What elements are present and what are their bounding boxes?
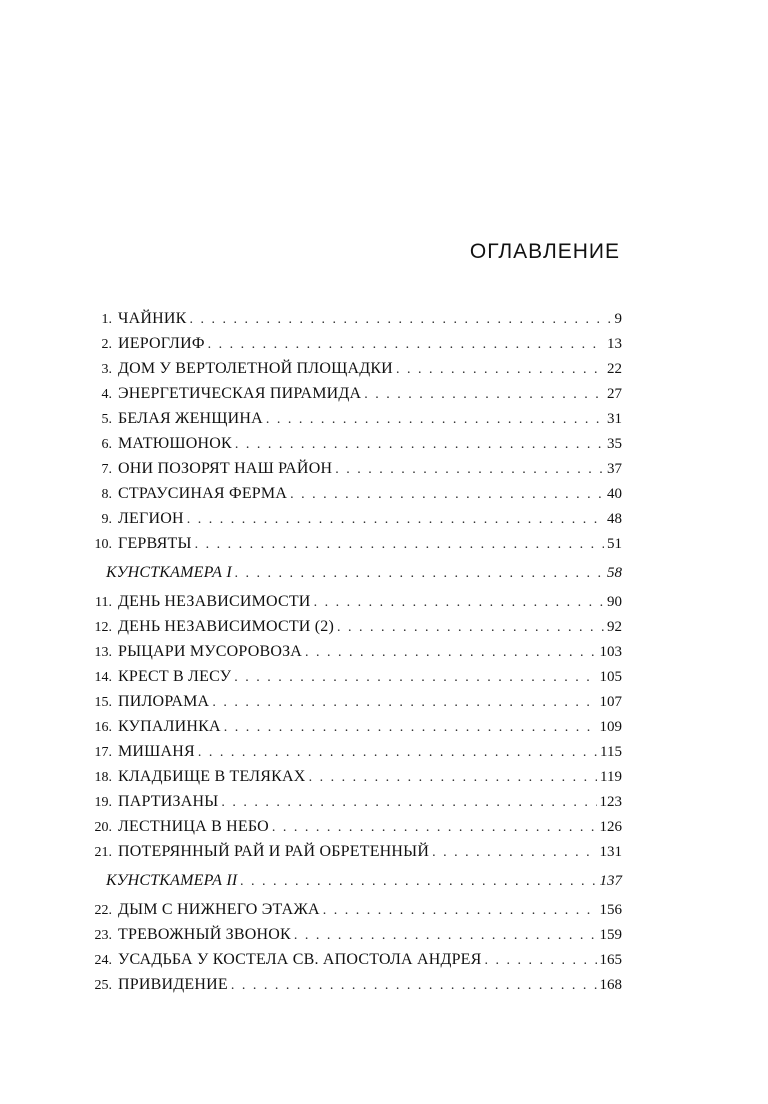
dot-leader (305, 640, 596, 665)
toc-entry-label: БЕЛАЯ ЖЕНЩИНА (118, 410, 263, 427)
toc-page-number: 107 (599, 694, 622, 710)
toc-page-number: 119 (600, 769, 622, 785)
toc-entry-label: ГЕРВЯТЫ (118, 535, 192, 552)
dot-leader (323, 898, 597, 923)
dot-leader (396, 357, 604, 382)
toc-page-number: 159 (599, 927, 622, 943)
dot-leader (290, 482, 604, 507)
dot-leader (485, 948, 597, 973)
toc-entry-number: 2. (101, 337, 112, 352)
toc-page-number: 105 (599, 669, 622, 685)
toc-entry-label: СТРАУСИНАЯ ФЕРМА (118, 485, 288, 502)
dot-leader (212, 690, 596, 715)
dot-leader (195, 532, 604, 557)
toc-entry-label: УСАДЬБА У КОСТЕЛА СВ. АПОСТОЛА АНДРЕЯ (118, 951, 482, 968)
toc-section-label: КУНСТКАМЕРА I (106, 564, 232, 581)
toc-entry (88, 814, 622, 839)
toc-page-number: 31 (607, 411, 622, 427)
toc-entry (88, 481, 622, 506)
toc-page-number: 9 (614, 311, 622, 327)
toc-entry-number: 12. (94, 620, 112, 635)
toc-entry-label: МИШАНЯ (118, 743, 195, 760)
dot-leader (234, 665, 596, 690)
toc-section-label: КУНСТКАМЕРА II (106, 872, 238, 889)
toc-entry-label: КЛАДБИЩЕ В ТЕЛЯКАХ (118, 768, 306, 785)
toc-entry-label: ДЫМ С НИЖНЕГО ЭТАЖА (118, 901, 320, 918)
toc-page-number: 92 (607, 619, 622, 635)
toc-entry (88, 947, 622, 972)
toc-entry (88, 689, 622, 714)
toc-page-number: 103 (599, 644, 622, 660)
toc-page-number: 109 (599, 719, 622, 735)
toc-entry (88, 922, 622, 947)
dot-leader (198, 740, 597, 765)
toc-entry-number: 16. (94, 720, 112, 735)
dot-leader (224, 715, 597, 740)
toc-page-number: 48 (607, 511, 622, 527)
toc-entry-number: 17. (94, 745, 112, 760)
toc-entry-label: ОНИ ПОЗОРЯТ НАШ РАЙОН (118, 460, 333, 477)
toc-page-number: 131 (599, 844, 622, 860)
toc-entry-label: ПРИВИДЕНИЕ (118, 976, 228, 993)
toc-entry-number: 20. (94, 820, 112, 835)
toc-page-number: 165 (599, 952, 622, 968)
toc-entry (88, 714, 622, 739)
toc-entry-number: 6. (101, 437, 112, 452)
toc-page-number: 126 (599, 819, 622, 835)
dot-leader (314, 590, 604, 615)
toc-entry-number: 3. (101, 362, 112, 377)
toc-section-row (88, 868, 622, 893)
toc-entry (88, 456, 622, 481)
toc-entry-label: ЭНЕРГЕТИЧЕСКАЯ ПИРАМИДА (118, 385, 362, 402)
toc-entry-number: 11. (95, 595, 112, 610)
toc-entry-number: 21. (94, 845, 112, 860)
toc-entry-number: 24. (94, 953, 112, 968)
toc-entry (88, 306, 622, 331)
toc-page-number: 27 (607, 386, 622, 402)
toc-entry (88, 356, 622, 381)
toc-entry-number: 14. (94, 670, 112, 685)
toc-entry-label: ЧАЙНИК (118, 310, 187, 327)
toc-entry-number: 25. (94, 978, 112, 993)
toc-page-number: 90 (607, 594, 622, 610)
toc-entry (88, 381, 622, 406)
toc-page-number: 13 (607, 336, 622, 352)
toc-entry (88, 331, 622, 356)
dot-leader (335, 457, 604, 482)
page-title: ОГЛАВЛЕНИЕ (469, 240, 620, 263)
toc-entry-number: 4. (101, 387, 112, 402)
toc-page-number: 137 (599, 873, 622, 889)
toc-entry-label: ПОТЕРЯННЫЙ РАЙ И РАЙ ОБРЕТЕННЫЙ (118, 843, 430, 860)
toc-entry (88, 972, 622, 997)
toc-entry-number: 13. (94, 645, 112, 660)
toc-entry-label: ДЕНЬ НЕЗАВИСИМОСТИ (118, 593, 311, 610)
toc-entry (88, 839, 622, 864)
toc-entry (88, 589, 622, 614)
dot-leader (364, 382, 604, 407)
toc-entry-label: ДЕНЬ НЕЗАВИСИМОСТИ (2) (118, 618, 335, 635)
dot-leader (266, 407, 604, 432)
toc-entry (88, 897, 622, 922)
toc-entry (88, 406, 622, 431)
toc-entry-number: 7. (101, 462, 112, 477)
toc-entry (88, 764, 622, 789)
toc-entry-number: 8. (101, 487, 112, 502)
toc-entry (88, 739, 622, 764)
toc-section-row (88, 560, 622, 585)
dot-leader (235, 432, 604, 457)
dot-leader (231, 973, 597, 998)
toc-page-number: 40 (607, 486, 622, 502)
toc-entry (88, 431, 622, 456)
dot-leader (221, 790, 596, 815)
toc-entry-label: ПАРТИЗАНЫ (118, 793, 219, 810)
toc-entry-label: ИЕРОГЛИФ (118, 335, 205, 352)
toc-entry-number: 15. (94, 695, 112, 710)
toc-entry-number: 9. (101, 512, 112, 527)
toc-entry-label: КУПАЛИНКА (118, 718, 221, 735)
toc-entry-number: 5. (101, 412, 112, 427)
toc-page-number: 51 (607, 536, 622, 552)
toc-page-number: 22 (607, 361, 622, 377)
toc-entry-label: ЛЕСТНИЦА В НЕБО (118, 818, 269, 835)
toc-entry (88, 614, 622, 639)
dot-leader (432, 840, 596, 865)
toc-entry-number: 1. (101, 312, 112, 327)
toc-entry (88, 789, 622, 814)
dot-leader (240, 869, 596, 894)
toc-entry-number: 18. (94, 770, 112, 785)
toc-entry (88, 639, 622, 664)
toc-entry-label: ТРЕВОЖНЫЙ ЗВОНОК (118, 926, 291, 943)
toc-page-number: 58 (607, 565, 622, 581)
toc-page-number: 156 (599, 902, 622, 918)
dot-leader (190, 307, 612, 332)
dot-leader (208, 332, 604, 357)
toc-entry-number: 22. (94, 903, 112, 918)
table-of-contents (88, 306, 622, 997)
dot-leader (235, 561, 604, 586)
toc-entry-label: ПИЛОРАМА (118, 693, 210, 710)
toc-entry (88, 531, 622, 556)
dot-leader (272, 815, 597, 840)
toc-entry-number: 19. (94, 795, 112, 810)
toc-entry (88, 506, 622, 531)
toc-entry-label: ДОМ У ВЕРТОЛЕТНОЙ ПЛОЩАДКИ (118, 360, 393, 377)
dot-leader (337, 615, 604, 640)
dot-leader (294, 923, 597, 948)
toc-entry-number: 10. (94, 537, 112, 552)
toc-entry-label: МАТЮШОНОК (118, 435, 232, 452)
toc-page-number: 123 (599, 794, 622, 810)
toc-entry-label: КРЕСТ В ЛЕСУ (118, 668, 232, 685)
toc-entry (88, 664, 622, 689)
toc-entry-label: РЫЦАРИ МУСОРОВОЗА (118, 643, 303, 660)
toc-entry-label: ЛЕГИОН (118, 510, 184, 527)
toc-page-number: 35 (607, 436, 622, 452)
toc-entry-number: 23. (94, 928, 112, 943)
dot-leader (309, 765, 597, 790)
toc-page-number: 115 (600, 744, 622, 760)
toc-page-number: 168 (599, 977, 622, 993)
toc-page-number: 37 (607, 461, 622, 477)
dot-leader (187, 507, 604, 532)
